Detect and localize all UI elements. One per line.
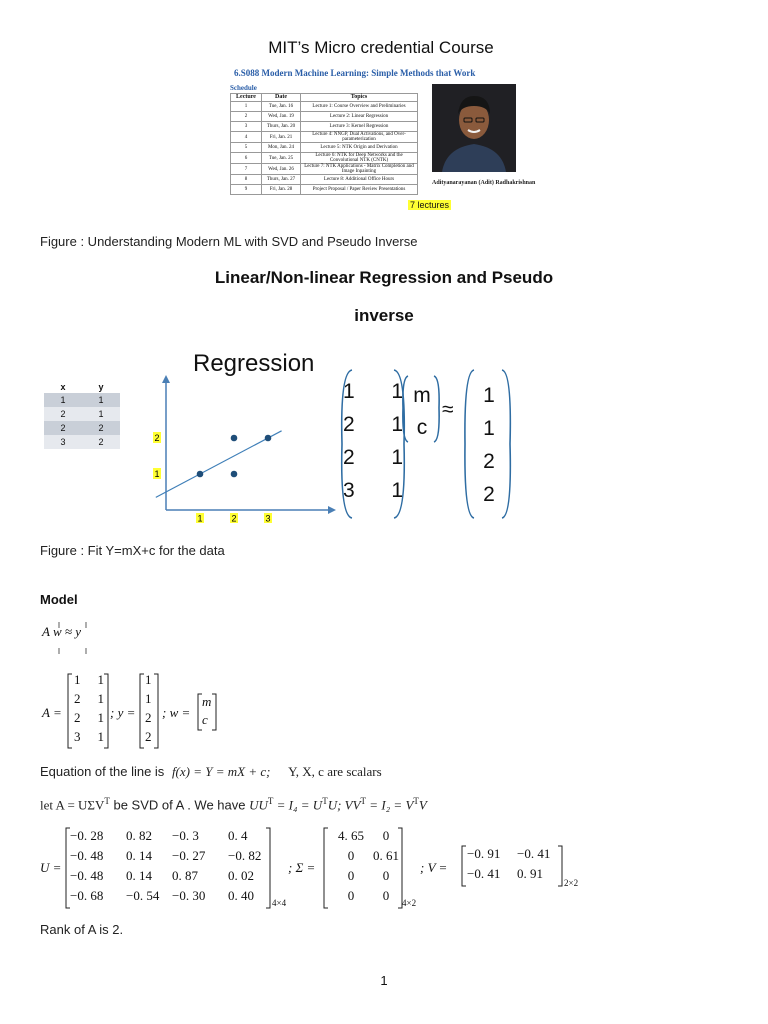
svd-rel: = I₂ = V xyxy=(366,797,414,813)
x-tick-label: 2 xyxy=(231,513,237,524)
U-dim: 4×4 xyxy=(272,898,287,908)
matrix-cell: −0. 41 xyxy=(517,846,551,861)
schedule-row xyxy=(231,185,418,195)
matrix-cell: 0 xyxy=(382,888,390,903)
schedule-cell: 9 xyxy=(231,185,262,195)
schedule-cell: 5 xyxy=(231,143,262,153)
xy-cell: 2 xyxy=(44,421,82,435)
matrix-cell: −0. 27 xyxy=(172,848,206,863)
schedule-cell: 1 xyxy=(231,102,262,112)
V-label: ; V = xyxy=(420,860,448,875)
course-subtitle: 6.S088 Modern Machine Learning: Simple Methods that Work xyxy=(234,68,476,78)
sup-T: T xyxy=(267,796,274,806)
sup-T: T xyxy=(413,796,419,806)
y-tick-label: 1 xyxy=(154,469,160,479)
model-equation-text: A w ≈ y xyxy=(42,624,82,639)
matrix-cell: 0. 14 xyxy=(126,868,152,883)
schedule-row xyxy=(231,122,418,132)
line-eq-prefix: Equation of the line is xyxy=(40,764,165,779)
schedule-cell: Lecture 3: Kernel Regression xyxy=(301,122,418,132)
lectures-badge: 7 lectures xyxy=(410,200,450,210)
table-row xyxy=(44,435,120,449)
matrix-cell: 0. 87 xyxy=(172,868,198,883)
schedule-header: Topics xyxy=(301,94,418,102)
course-banner xyxy=(222,38,540,218)
matrix-cell: 0 xyxy=(347,868,355,883)
schedule-cell: Thurs, Jan. 27 xyxy=(262,175,301,185)
schedule-cell: Tue, Jan. 16 xyxy=(262,102,301,112)
section-heading-line1: Linear/Non-linear Regression and Pseudo xyxy=(214,268,554,287)
instructor-name: Adityanarayanan (Adit) Radhakrishnan xyxy=(432,180,536,186)
matrix-cell: 4. 65 xyxy=(338,828,364,843)
line-eq-formula: f(x) = Y = mX + c; xyxy=(171,764,271,779)
matrix-cell: −0. 48 xyxy=(70,868,104,883)
matrix-cell: 1 xyxy=(97,672,104,687)
x-tick-label: 3 xyxy=(265,513,271,524)
schedule-cell: Lecture 8: Additional Office Hours xyxy=(301,175,418,185)
person-icon xyxy=(432,84,516,172)
line-equation xyxy=(40,764,382,780)
matrix-cell: 1 xyxy=(391,479,403,502)
schedule-cell: Mon, Jan. 24 xyxy=(262,143,301,153)
matrix-cell: 0 xyxy=(382,868,390,883)
matrix-cell: 2 xyxy=(343,446,355,469)
xy-cell: 2 xyxy=(82,421,120,435)
matrix-cell: −0. 91 xyxy=(467,846,501,861)
schedule-cell: Lecture 7: NTK Applications - Matrix Completion and Image Inpainting xyxy=(301,164,418,175)
matrix-cell: −0. 68 xyxy=(70,888,104,903)
schedule-cell: Fri, Jan. 21 xyxy=(262,132,301,143)
schedule-row xyxy=(231,164,418,175)
schedule-cell: 7 xyxy=(231,164,262,175)
U-label: U = xyxy=(40,860,62,875)
rank-text: Rank of A is 2. xyxy=(40,922,124,937)
fit-line xyxy=(156,431,282,498)
figure1-caption: Figure : Understanding Modern ML with SVD and Pseudo Inverse xyxy=(40,234,418,249)
schedule-row xyxy=(231,175,418,185)
matrix-cell: 1 xyxy=(145,672,152,687)
matrix-cell: c xyxy=(416,416,428,439)
schedule-row xyxy=(231,102,418,112)
matrix-cell: 0 xyxy=(382,828,390,843)
schedule-table xyxy=(230,93,418,195)
schedule-label: Schedule xyxy=(230,84,257,92)
matrix-cell: 0. 61 xyxy=(373,848,399,863)
xy-cell: 2 xyxy=(44,407,82,421)
xy-cell: 3 xyxy=(44,435,82,449)
svd-mid: be SVD of A . We have xyxy=(109,797,250,813)
schedule-cell: Wed, Jan. 26 xyxy=(262,164,301,175)
instructor-photo xyxy=(432,84,516,172)
matrix-cell: 1 xyxy=(145,691,152,706)
matrix-cell: 1 xyxy=(97,691,104,706)
table-row xyxy=(44,421,120,435)
matrix-cell: −0. 41 xyxy=(467,866,501,881)
matrix-cell: m xyxy=(413,384,431,407)
def-matrix-A xyxy=(74,672,104,748)
schedule-cell: Fri, Jan. 28 xyxy=(262,185,301,195)
schedule-cell: Lecture 2: Linear Regression xyxy=(301,112,418,122)
big-matrix-w xyxy=(407,384,437,440)
S-label: ; Σ = xyxy=(288,860,316,875)
matrix-cell: 0. 82 xyxy=(126,828,152,843)
xy-cell: 1 xyxy=(82,407,120,421)
matrix-cell: 2 xyxy=(483,450,495,473)
table-row xyxy=(44,393,120,407)
matrix-cell: 2 xyxy=(74,710,81,725)
model-label: Model xyxy=(40,592,78,607)
V-matrix xyxy=(467,846,561,886)
schedule-header-row xyxy=(231,94,418,102)
matrix-cell: m xyxy=(202,694,212,709)
matrix-cell: 2 xyxy=(145,729,152,744)
matrix-cell: 2 xyxy=(74,691,81,706)
U-matrix xyxy=(70,828,268,908)
schedule-cell: Tue, Jan. 25 xyxy=(262,153,301,164)
xy-header: y xyxy=(98,381,104,392)
schedule-cell: 4 xyxy=(231,132,262,143)
svd-let: let A = UΣV xyxy=(40,797,105,813)
matrix-cell: 1 xyxy=(343,380,355,403)
matrix-cell: 3 xyxy=(343,479,355,502)
xy-header: x xyxy=(60,381,66,392)
schedule-cell: Lecture 5: NTK Origin and Derivation xyxy=(301,143,418,153)
schedule-cell: 8 xyxy=(231,175,262,185)
matrix-cell: −0. 28 xyxy=(70,828,104,843)
matrix-cell: −0. 54 xyxy=(126,888,160,903)
matrix-cell: 1 xyxy=(74,672,81,687)
V-dim: 2×2 xyxy=(564,878,579,888)
x-tick-label: 1 xyxy=(197,513,203,524)
matrix-cell: 0 xyxy=(347,848,355,863)
data-point xyxy=(231,435,238,442)
schedule-cell: 6 xyxy=(231,153,262,164)
matrix-cell: 1 xyxy=(97,710,104,725)
y-label: ; y = xyxy=(110,705,136,720)
table-row xyxy=(44,407,120,421)
matrix-cell: 1 xyxy=(391,380,403,403)
matrix-cell: 2 xyxy=(483,483,495,506)
matrix-cell: 1 xyxy=(483,417,495,440)
matrix-cell: 0. 14 xyxy=(126,848,152,863)
schedule-row xyxy=(231,143,418,153)
matrix-cell: 0. 4 xyxy=(228,828,248,843)
data-point xyxy=(265,435,272,442)
schedule-header: Lecture xyxy=(231,94,262,102)
y-tick-labels xyxy=(153,432,161,479)
schedule-header: Date xyxy=(262,94,301,102)
svd-rel: = I₄ = U xyxy=(273,797,323,813)
def-vector-w xyxy=(202,694,214,728)
xy-cell: 1 xyxy=(44,393,82,407)
S-matrix xyxy=(330,828,400,908)
x-axis-arrow xyxy=(328,506,336,514)
matrix-cell: 2 xyxy=(343,413,355,436)
w-label: ; w = xyxy=(162,705,191,720)
matrix-cell: 0. 40 xyxy=(228,888,254,903)
svd-rel: UU xyxy=(249,797,268,813)
figure2-caption: Figure : Fit Y=mX+c for the data xyxy=(40,543,225,558)
schedule-row xyxy=(231,153,418,164)
svd-rel: V xyxy=(418,797,427,813)
y-axis-arrow xyxy=(162,375,170,383)
column-bars xyxy=(40,620,100,660)
data-point xyxy=(197,471,204,478)
big-matrix-y xyxy=(478,384,500,516)
svd-rel: U; VV xyxy=(327,797,361,813)
schedule-cell: 3 xyxy=(231,122,262,132)
matrix-cell: c xyxy=(202,712,208,727)
section-heading-line2: inverse xyxy=(354,306,414,325)
matrix-cell: 2 xyxy=(145,710,152,725)
xy-cell: 1 xyxy=(82,393,120,407)
xy-cell: 2 xyxy=(82,435,120,449)
schedule-cell: Project Proposal / Paper Review Presentations xyxy=(301,185,418,195)
schedule-cell: Wed, Jan. 19 xyxy=(262,112,301,122)
matrix-cell: 3 xyxy=(74,729,81,744)
S-dim: 4×2 xyxy=(402,898,417,908)
course-title: MIT’s Micro credential Course xyxy=(268,38,494,57)
y-tick-label: 2 xyxy=(154,433,160,443)
matrix-cell: −0. 30 xyxy=(172,888,206,903)
matrix-cell: 1 xyxy=(483,384,495,407)
def-vector-y xyxy=(145,672,155,748)
schedule-cell: Lecture 6: NTK for Deep Networks and the Convolutional NTK (CNTK) xyxy=(301,153,418,164)
matrix-cell: −0. 48 xyxy=(70,848,104,863)
data-point xyxy=(231,471,238,478)
matrix-cell: −0. 3 xyxy=(172,828,199,843)
A-label: A = xyxy=(42,705,62,720)
approx-symbol: ≈ xyxy=(442,398,454,421)
sup-T: T xyxy=(322,796,328,806)
schedule-row xyxy=(231,132,418,143)
big-matrix-A xyxy=(343,380,403,512)
matrix-cell: 1 xyxy=(391,446,403,469)
matrix-cell: −0. 82 xyxy=(228,848,262,863)
schedule-cell: Lecture 1: Course Overview and Preliminaries xyxy=(301,102,418,112)
schedule-cell: Thurs, Jan. 20 xyxy=(262,122,301,132)
x-tick-labels xyxy=(196,513,272,524)
matrix-cell: 0. 02 xyxy=(228,868,254,883)
schedule-cell: Lecture 4: NNGP, Dual Activations, and Over-parameterization xyxy=(301,132,418,143)
chart-title: Regression xyxy=(193,350,315,377)
matrix-cell: 1 xyxy=(97,729,104,744)
xy-data-table xyxy=(44,380,120,449)
page-number: 1 xyxy=(380,973,388,988)
line-eq-scalars: Y, X, c are scalars xyxy=(288,764,382,779)
sup-T: T xyxy=(360,796,367,806)
regression-chart xyxy=(150,375,340,530)
schedule-cell: 2 xyxy=(231,112,262,122)
schedule-row xyxy=(231,112,418,122)
matrix-cell: 1 xyxy=(391,413,403,436)
matrix-cell: 0. 91 xyxy=(517,866,543,881)
svd-statement xyxy=(40,796,427,813)
sup-T: T xyxy=(104,796,110,806)
matrix-cell: 0 xyxy=(347,888,355,903)
